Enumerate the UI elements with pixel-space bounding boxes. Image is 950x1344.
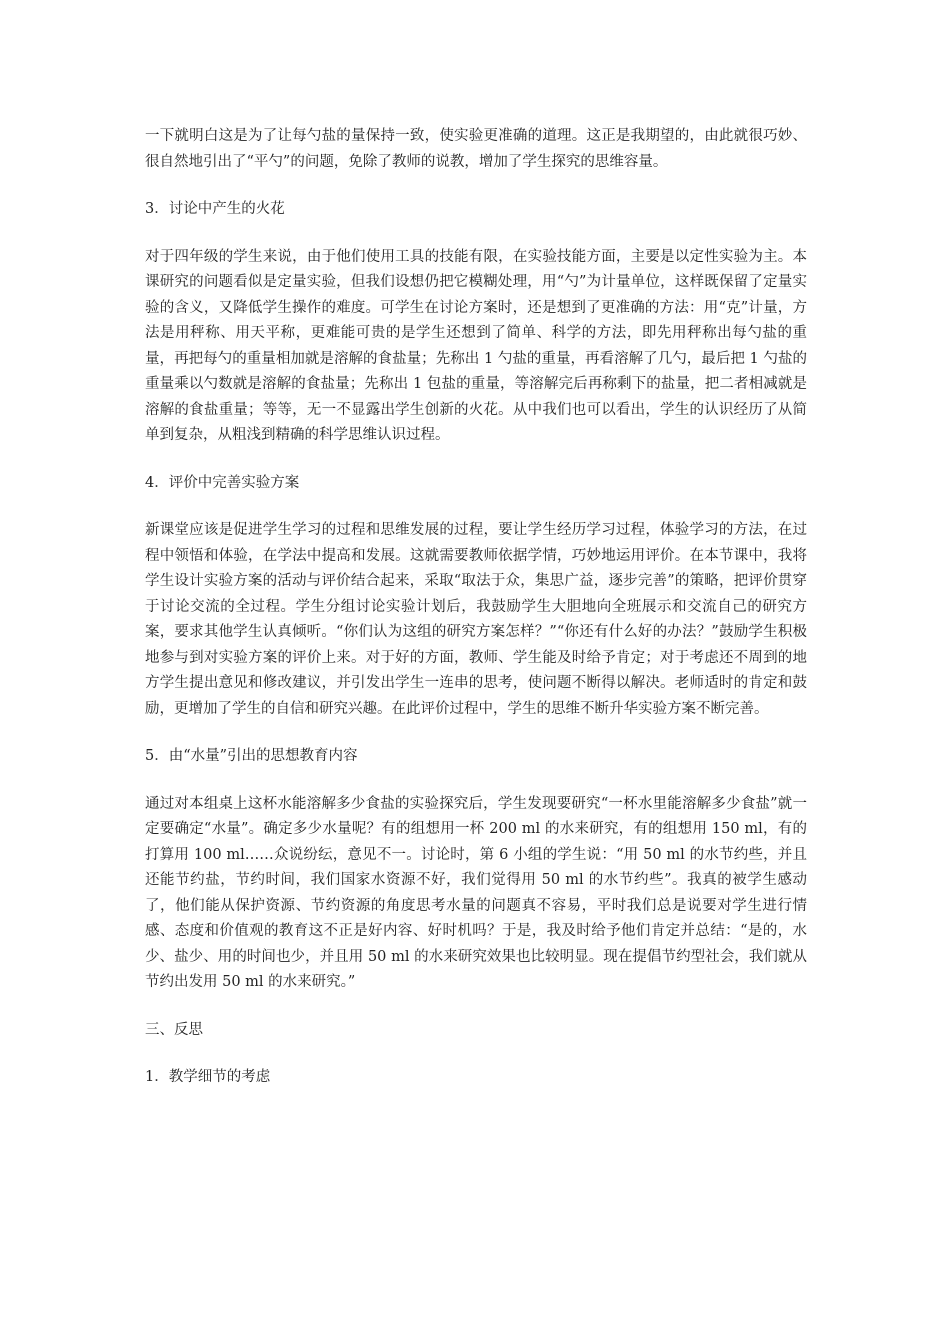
paragraph-section-3: 对于四年级的学生来说，由于他们使用工具的技能有限，在实验技能方面，主要是以定性实验为主。本课研究的问题看似是定量实验，但我们设想仍把它模糊处理，用“勺”为计量单位，这样既保留了定量实验的含义，又降低学生操作的难度。可学生在讨论方案时，还是想到了更准确的方法：用“克”计量，方法是用秤称、用天平称，更难能可贵的是学生还想到了简单、科学的方法，即先用秤称出每勺盐的重量，再把每勺的重量相加就是溶解的食盐量；先称出 1 勺盐的重量，再看溶解了几勺，最后把 1 勺盐的重量乘以勺数就是溶解的食盐量；先称出 1 包盐的重量，等溶解完后再称剩下的盐量，把二者相减就是溶解的食盐重量；等等，无一不显露出学生创新的火花。从中我们也可以看出，学生的认识经历了从简单到复杂，从粗浅到精确的科学思维认识过程。	[145, 248, 807, 443]
document-page	[145, 124, 807, 1091]
heading-part-3: 三、反思	[145, 1021, 203, 1038]
heading-reflection-1: 1．教学细节的考虑	[145, 1069, 271, 1085]
heading-section-4: 4．评价中完善实验方案	[145, 474, 300, 491]
paragraph-section-4: 新课堂应该是促进学生学习的过程和思维发展的过程，要让学生经历学习过程，体验学习的方法，在过程中领悟和体验，在学法中提高和发展。这就需要教师依据学情，巧妙地运用评价。在本节课中，我将学生设计实验方案的活动与评价结合起来，采取“取法于众，集思广益，逐步完善”的策略，把评价贯穿于讨论交流的全过程。学生分组讨论实验计划后，我鼓励学生大胆地向全班展示和交流自己的研究方案，要求其他学生认真倾听。“你们认为这组的研究方案怎样？”“你还有什么好的办法？”鼓励学生积极地参与到对实验方案的评价上来。对于好的方面，教师、学生能及时给予肯定；对于考虑还不周到的地方学生提出意见和修改建议，并引发出学生一连串的思考，使问题不断得以解决。老师适时的肯定和鼓励，更增加了学生的自信和研究兴趣。在此评价过程中，学生的思维不断升华实验方案不断完善。	[145, 522, 807, 717]
heading-section-3: 3．讨论中产生的火花	[145, 201, 285, 217]
heading-section-5: 5．由“水量”引出的思想教育内容	[145, 748, 358, 764]
paragraph-section-5: 通过对本组桌上这杯水能溶解多少食盐的实验探究后，学生发现要研究“一杯水里能溶解多少食盐”就一定要确定“水量”。确定多少水量呢？有的组想用一杯 200 ml 的水来研究，有的组想用 150 ml，有的打算用 100 ml……众说纷纭，意见不一。讨论时，第 6 小组的学生说：“用 50 ml 的水节约些，并且还能节约盐，节约时间，我们国家水资源不好，我们觉得用 50 ml 的水节约些”。我真的被学生感动了，他们能从保护资源、节约资源的角度思考水量的问题真不容易，平时我们总是说要对学生进行情感、态度和价值观的教育这不正是好内容、好时机吗？于是，我及时给予他们肯定并总结：“是的，水少、盐少、用的时间也少，并且用 50 ml 的水来研究效果也比较明显。现在提倡节约型社会，我们就从节约出发用 50 ml 的水来研究。”	[145, 795, 807, 990]
paragraph-intro-conclusion: 一下就明白这是为了让每勺盐的量保持一致，使实验更准确的道理。这正是我期望的，由此就很巧妙、很自然地引出了“平勺”的问题，免除了教师的说教，增加了学生探究的思维容量。	[145, 128, 807, 170]
